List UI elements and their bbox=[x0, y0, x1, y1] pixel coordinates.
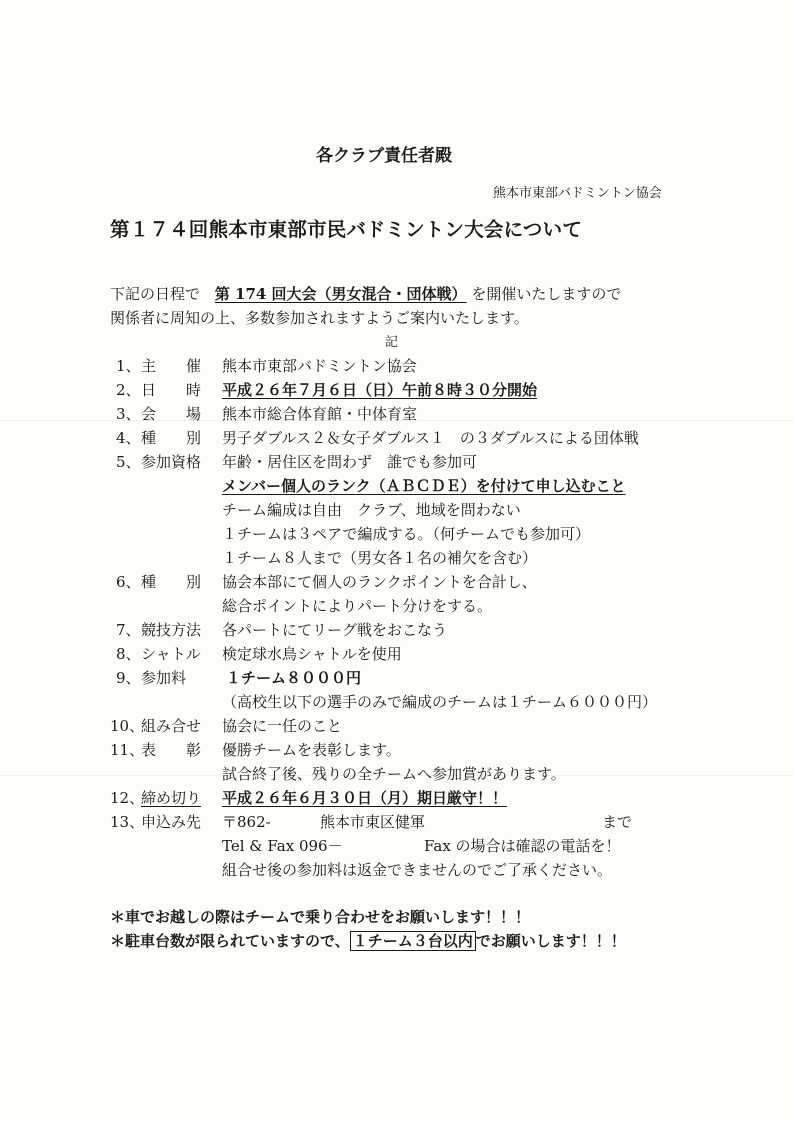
item-2-value: 平成２６年７月６日（日）午前８時３０分開始 bbox=[222, 381, 538, 399]
item-11-sub-1: 試合終了後、残りの全チームへ参加賞があります。 bbox=[222, 765, 566, 783]
item-7-num: 7、 bbox=[116, 621, 141, 639]
item-9-num: 9、 bbox=[116, 669, 141, 687]
item-2-label: 日 時 bbox=[141, 381, 202, 399]
item-5-num: 5、 bbox=[116, 453, 141, 471]
item-13-made: まで bbox=[602, 813, 633, 831]
note-parking-post: でお願いします！！！ bbox=[475, 932, 626, 950]
item-11-label: 表 彰 bbox=[141, 741, 202, 759]
intro-post: を開催いたしますので bbox=[471, 285, 622, 303]
item-11-num: 11、 bbox=[110, 741, 145, 759]
item-4-label: 種 別 bbox=[141, 429, 202, 447]
item-13-postal: 〒862- bbox=[222, 813, 271, 831]
intro-pre: 下記の日程で bbox=[110, 285, 201, 303]
item-10-num: 10、 bbox=[110, 717, 145, 735]
item-3-value: 熊本市総合体育館・中体育室 bbox=[222, 405, 418, 423]
item-5-label: 参加資格 bbox=[141, 453, 202, 471]
item-6-num: 6、 bbox=[116, 573, 141, 591]
item-8-num: 8、 bbox=[116, 645, 141, 663]
item-3-num: 3、 bbox=[116, 405, 141, 423]
item-13-tel: Tel & Fax 096－ bbox=[222, 837, 343, 855]
document-title: 第１７４回熊本市東部市民バドミントン大会について bbox=[110, 218, 583, 241]
item-13-address: 熊本市東区健軍 bbox=[320, 813, 426, 831]
item-13-fax-note: Fax の場合は確認の電話を！ bbox=[424, 837, 621, 855]
item-3-label: 会 場 bbox=[141, 405, 202, 423]
item-12-value: 平成２６年６月３０日（月）期日厳守！！ bbox=[222, 789, 508, 807]
item-1-num: 1、 bbox=[116, 357, 141, 375]
item-5-sub-3: １チームは３ペアで編成する。（何チームでも参加可） bbox=[222, 525, 590, 543]
item-13-label: 申込み先 bbox=[141, 813, 202, 831]
item-1-value: 熊本市東部バドミントン協会 bbox=[222, 357, 417, 375]
item-7-value: 各パートにてリーグ戦をおこなう bbox=[222, 621, 448, 639]
item-6-label: 種 別 bbox=[141, 573, 202, 591]
item-2-num: 2、 bbox=[116, 381, 141, 399]
item-7-label: 競技方法 bbox=[141, 621, 202, 639]
item-5-sub-2: チーム編成は自由 クラブ、地域を問わない bbox=[222, 501, 521, 519]
intro-event: 第 174 回大会（男女混合・団体戦） bbox=[214, 285, 467, 303]
item-10-label: 組み合せ bbox=[141, 717, 202, 735]
ki-mark: 記 bbox=[385, 335, 399, 350]
item-8-label: シャトル bbox=[141, 645, 201, 663]
item-4-num: 4、 bbox=[116, 429, 141, 447]
item-5-value: 年齢・居住区を問わず 誰でも参加可 bbox=[222, 453, 478, 471]
note-parking-limit-box: １チーム３台以内 bbox=[350, 931, 476, 951]
recipient-heading: 各クラブ責任者殿 bbox=[316, 146, 452, 166]
organizer-name: 熊本市東部バドミントン協会 bbox=[493, 186, 662, 201]
note-parking-pre: ＊駐車台数が限られていますので、 bbox=[110, 932, 350, 950]
item-10-value: 協会に一任のこと bbox=[222, 717, 343, 735]
item-6-value: 協会本部にて個人のランクポイントを合計し、 bbox=[222, 573, 537, 591]
note-parking bbox=[110, 932, 626, 950]
intro-line-2: 関係者に周知の上、多数参加されますようご案内いたします。 bbox=[110, 309, 529, 327]
intro-line-1 bbox=[110, 285, 621, 303]
item-9-sub-1: （高校生以下の選手のみで編成のチームは１チーム６０００円） bbox=[222, 693, 658, 711]
item-1-label: 主 催 bbox=[141, 357, 202, 375]
item-9-label: 参加料 bbox=[141, 669, 187, 687]
item-12-label: 締め切り bbox=[141, 789, 202, 807]
item-13-num: 13、 bbox=[110, 813, 145, 831]
item-6-sub-1: 総合ポイントによりパート分けをする。 bbox=[222, 597, 493, 615]
item-11-value: 優勝チームを表彰します。 bbox=[222, 741, 401, 759]
item-13-refund-note: 組合せ後の参加料は返金できませんのでご了承ください。 bbox=[222, 861, 613, 879]
item-9-value: １チーム８０００円 bbox=[226, 669, 362, 687]
item-5-sub-1: メンバー個人のランク（ＡＢＣＤＥ）を付けて申し込むこと bbox=[222, 477, 626, 495]
note-carpool: ＊車でお越しの際はチームで乗り合わせをお願いします！！！ bbox=[110, 908, 531, 926]
item-12-num: 12、 bbox=[110, 789, 145, 807]
item-5-sub-4: １チーム８人まで（男女各１名の補欠を含む） bbox=[222, 549, 538, 567]
item-4-value: 男子ダブルス２＆女子ダブルス１ の３ダブルスによる団体戦 bbox=[222, 429, 639, 447]
item-8-value: 検定球水鳥シャトルを使用 bbox=[222, 645, 402, 663]
